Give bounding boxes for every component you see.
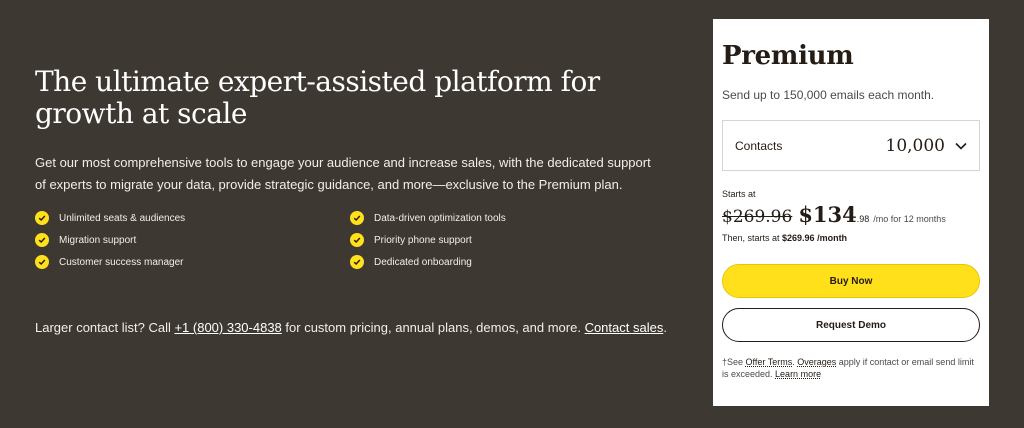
plan-subtitle: Send up to 150,000 emails each month.	[722, 88, 935, 102]
feature-list	[35, 210, 675, 270]
offer-terms-link[interactable]: Offer Terms	[745, 357, 793, 367]
then-price: $269.96 /month	[782, 233, 848, 243]
contact-sales-link[interactable]: Contact sales	[584, 320, 664, 335]
phone-link[interactable]: +1 (800) 330-4838	[174, 320, 282, 335]
footer-text-suffix: .	[663, 320, 667, 335]
learn-more-link[interactable]: Learn more	[775, 369, 822, 379]
per-month-label: /mo for 12 months	[873, 214, 946, 224]
buy-now-button[interactable]: Buy Now	[722, 264, 980, 298]
hero-description: Get our most comprehensive tools to engage your audience and increase sales, with the dedicated support of experts to migrate your data, provide strategic guidance, and more—exclusive to the Premium plan.	[35, 155, 651, 192]
feature-item	[35, 232, 350, 248]
feature-item	[350, 254, 650, 270]
check-icon	[35, 255, 49, 269]
then-price-line	[722, 233, 980, 243]
fineprint-text: apply if contact or email send limit is exceeded.	[722, 357, 974, 379]
pricing-card	[713, 19, 989, 406]
hero-section	[35, 66, 675, 270]
old-price: $269.96	[722, 207, 793, 227]
headline-line-1: The ultimate expert-assisted platform for	[35, 65, 600, 98]
hero-headline	[35, 66, 635, 130]
feature-item	[35, 210, 350, 226]
feature-label: Data-driven optimization tools	[374, 212, 506, 224]
check-icon	[350, 255, 364, 269]
feature-item	[350, 210, 650, 226]
fineprint	[722, 356, 980, 380]
new-price-cents: .98	[856, 214, 870, 224]
fineprint-text: .	[792, 357, 798, 367]
contacts-value: 10,000	[885, 135, 945, 156]
fineprint-text: †See	[722, 357, 746, 367]
headline-line-2: growth at scale	[35, 97, 247, 130]
overages-link[interactable]: Overages	[797, 357, 837, 367]
chevron-down-icon	[955, 137, 967, 155]
feature-label: Customer success manager	[59, 256, 184, 268]
check-icon	[35, 211, 49, 225]
then-prefix: Then, starts at	[722, 233, 783, 243]
feature-label: Migration support	[59, 234, 137, 246]
feature-label: Dedicated onboarding	[374, 256, 472, 268]
contact-footer	[35, 320, 667, 335]
check-icon	[35, 233, 49, 247]
feature-label: Unlimited seats & audiences	[59, 212, 186, 224]
feature-item	[350, 232, 650, 248]
footer-text-prefix: Larger contact list? Call	[35, 320, 175, 335]
request-demo-button[interactable]: Request Demo	[722, 308, 980, 342]
starts-at-label: Starts at	[722, 189, 756, 199]
price-row	[722, 202, 980, 227]
footer-text-middle: for custom pricing, annual plans, demos, and more.	[281, 320, 585, 335]
feature-label: Priority phone support	[374, 234, 472, 246]
plan-name: Premium	[722, 41, 854, 71]
new-price: $134	[798, 202, 857, 227]
check-icon	[350, 211, 364, 225]
contacts-label: Contacts	[735, 138, 783, 153]
check-icon	[350, 233, 364, 247]
feature-item	[35, 254, 350, 270]
contacts-dropdown[interactable]	[722, 120, 980, 171]
